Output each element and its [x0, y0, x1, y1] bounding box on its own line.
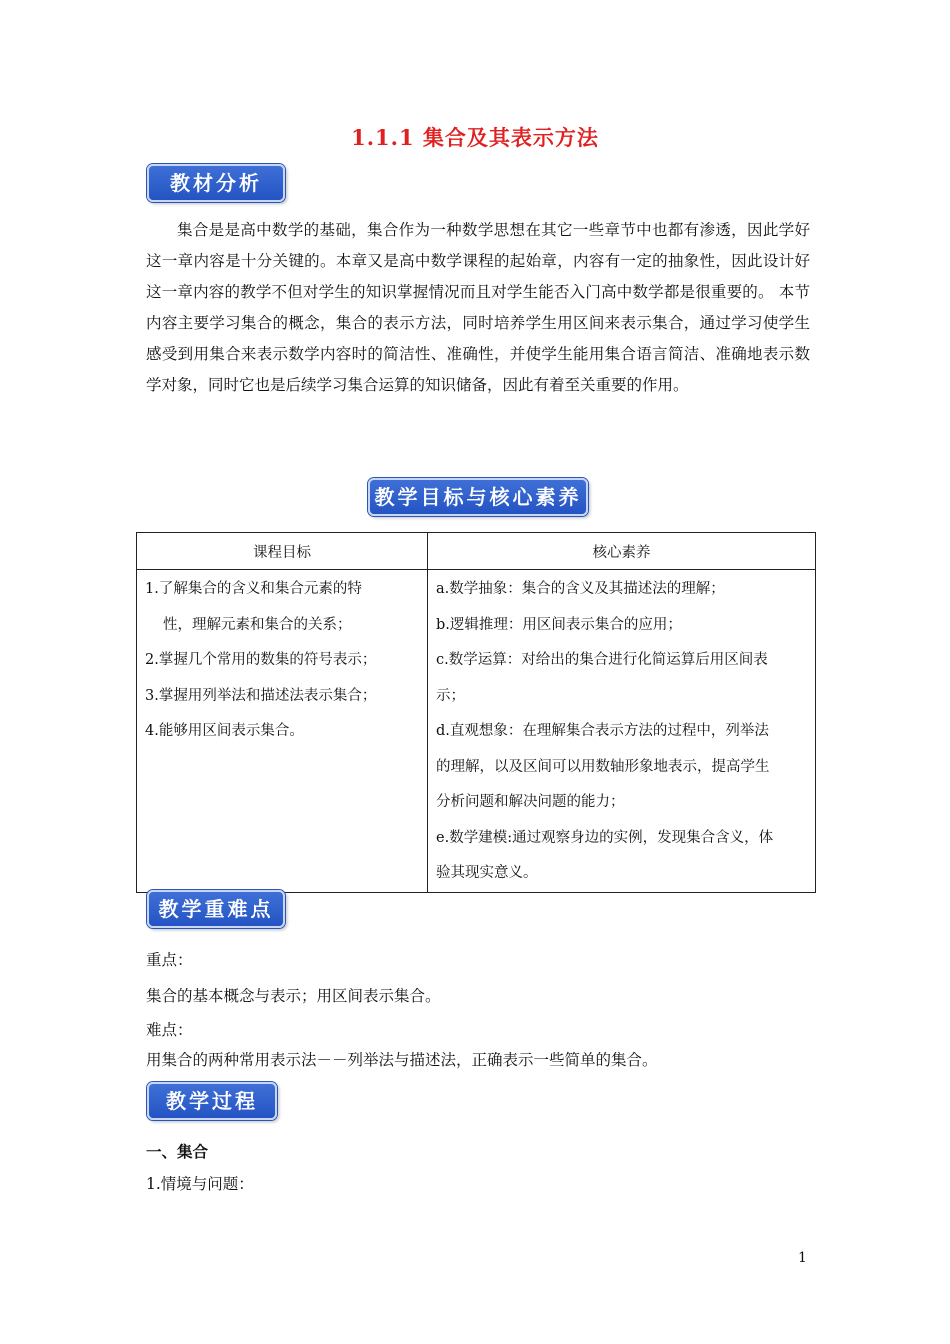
literacy-item: 的理解，以及区间可以用数轴形象地表示，提高学生: [436, 758, 770, 775]
literacy-item: 示；: [436, 687, 465, 704]
goal-item: 2.掌握几个常用的数集的符号表示；: [145, 652, 377, 668]
important-text: 集合的基本概念与表示；用区间表示集合。: [146, 987, 441, 1005]
goal-item: 性，理解元素和集合的关系；: [163, 616, 352, 633]
section-badge-process: 教学过程: [147, 1082, 277, 1120]
table-header-row: [137, 533, 816, 570]
page-title: 1.1.1 集合及其表示方法: [351, 125, 599, 150]
section-badge-goals: 教学目标与核心素养: [368, 478, 588, 516]
page-number: 1: [798, 1250, 807, 1266]
table-row: [137, 570, 816, 893]
process-heading: 一、集合: [146, 1142, 209, 1161]
goal-item: 4.能够用区间表示集合。: [145, 723, 304, 739]
goals-table: [136, 532, 816, 893]
section-badge-key-points: 教学重难点: [147, 890, 285, 928]
difficult-text: 用集合的两种常用表示法－－列举法与描述法，正确表示一些简单的集合。: [146, 1051, 658, 1069]
literacy-item: a.数学抽象：集合的含义及其描述法的理解；: [436, 581, 725, 597]
analysis-paragraph: [146, 215, 810, 401]
goal-item: 3.掌握用列举法和描述法表示集合；: [145, 687, 377, 704]
goal-item: 1.了解集合的含义和集合元素的特: [145, 581, 362, 597]
important-label: 重点：: [146, 951, 193, 969]
literacy-item: d.直观想象：在理解集合表示方法的过程中，列举法: [436, 723, 769, 739]
table-header-goals: 课程目标: [137, 533, 428, 570]
goals-cell: [137, 570, 428, 893]
difficult-label: 难点：: [146, 1021, 193, 1039]
analysis-text: 集合是是高中数学的基础，集合作为一种数学思想在其它一些章节中也都有渗透，因此学好这一章内容是十分关键的。本章又是高中数学课程的起始章，内容有一定的抽象性，因此设计好这一章内容的教学不但对学生的知识掌握情况而且对学生能否入门高中数学都是很重要的。 本节内容主要学习集合的概念，集合的表示方法，同时培养学生用区间来表示集合，通过学习使学生感受到用集合来表示数学内容时的简洁性、准确性，并使学生能用集合语言简洁、准确地表示数学对象，同时它也是后续学习集合运算的知识储备，因此有着至关重要的作用。: [146, 221, 810, 394]
table-header-literacy: 核心素养: [428, 533, 816, 570]
literacy-item: b.逻辑推理：用区间表示集合的应用；: [436, 616, 682, 633]
section-badge-analysis: 教材分析: [147, 164, 285, 202]
literacy-item: 验其现实意义。: [436, 865, 538, 881]
literacy-item: e.数学建模:通过观察身边的实例，发现集合含义，体: [436, 829, 774, 846]
process-item: 1.情境与问题：: [146, 1175, 254, 1193]
literacy-cell: [428, 570, 816, 893]
literacy-item: c.数学运算：对给出的集合进行化简运算后用区间表: [436, 652, 768, 668]
literacy-item: 分析问题和解决问题的能力；: [436, 794, 625, 810]
